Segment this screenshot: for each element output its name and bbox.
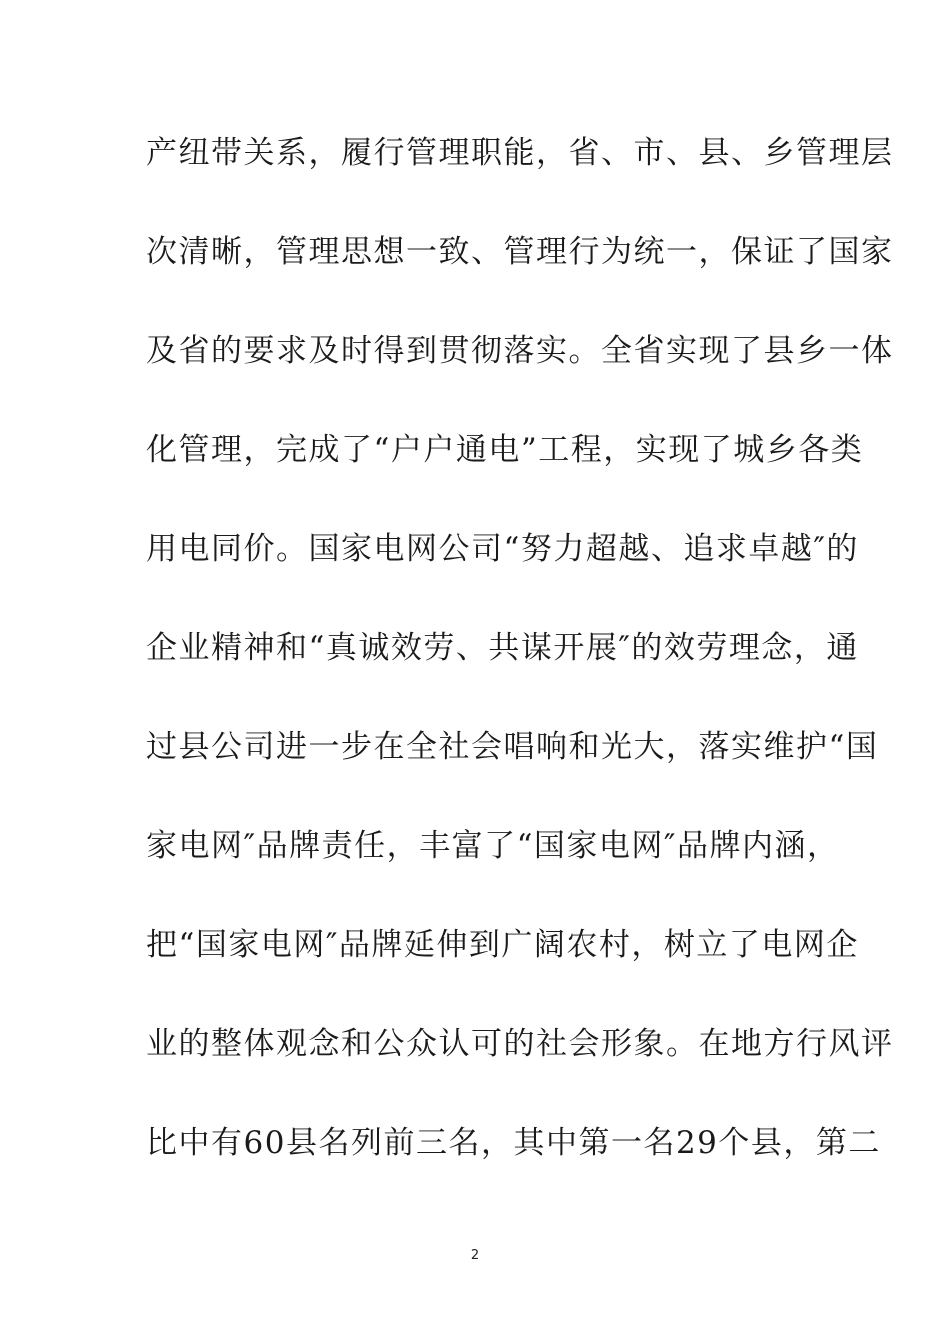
body-text [146,118,894,1207]
text-line: 用电同价。国家电网公司“努力超越、追求卓越″的 [146,531,859,567]
text-line: 企业精神和“真诚效劳、共谋开展″的效劳理念，通 [146,630,859,666]
text-line: 家电网″品牌责任，丰富了“国家电网″品牌内涵， [146,828,840,864]
text-line: 比中有60县名列前三名，其中第一名29个县，第二 [146,1125,881,1161]
text-line: 及省的要求及时得到贯彻落实。全省实现了县乡一体 [146,333,894,369]
text-line: 化管理，完成了“户户通电”工程，实现了城乡各类 [146,432,864,468]
text-line: 产纽带关系，履行管理职能，省、市、县、乡管理层 [146,135,894,171]
text-line: 次清晰，管理思想一致、管理行为统一，保证了国家 [146,234,894,270]
page-number: 2 [470,1248,480,1263]
text-line: 把“国家电网″品牌延伸到广阔农村，树立了电网企 [146,927,859,963]
text-line: 业的整体观念和公众认可的社会形象。在地方行风评 [146,1026,894,1062]
text-line: 过县公司进一步在全社会唱响和光大，落实维护“国 [146,729,879,765]
